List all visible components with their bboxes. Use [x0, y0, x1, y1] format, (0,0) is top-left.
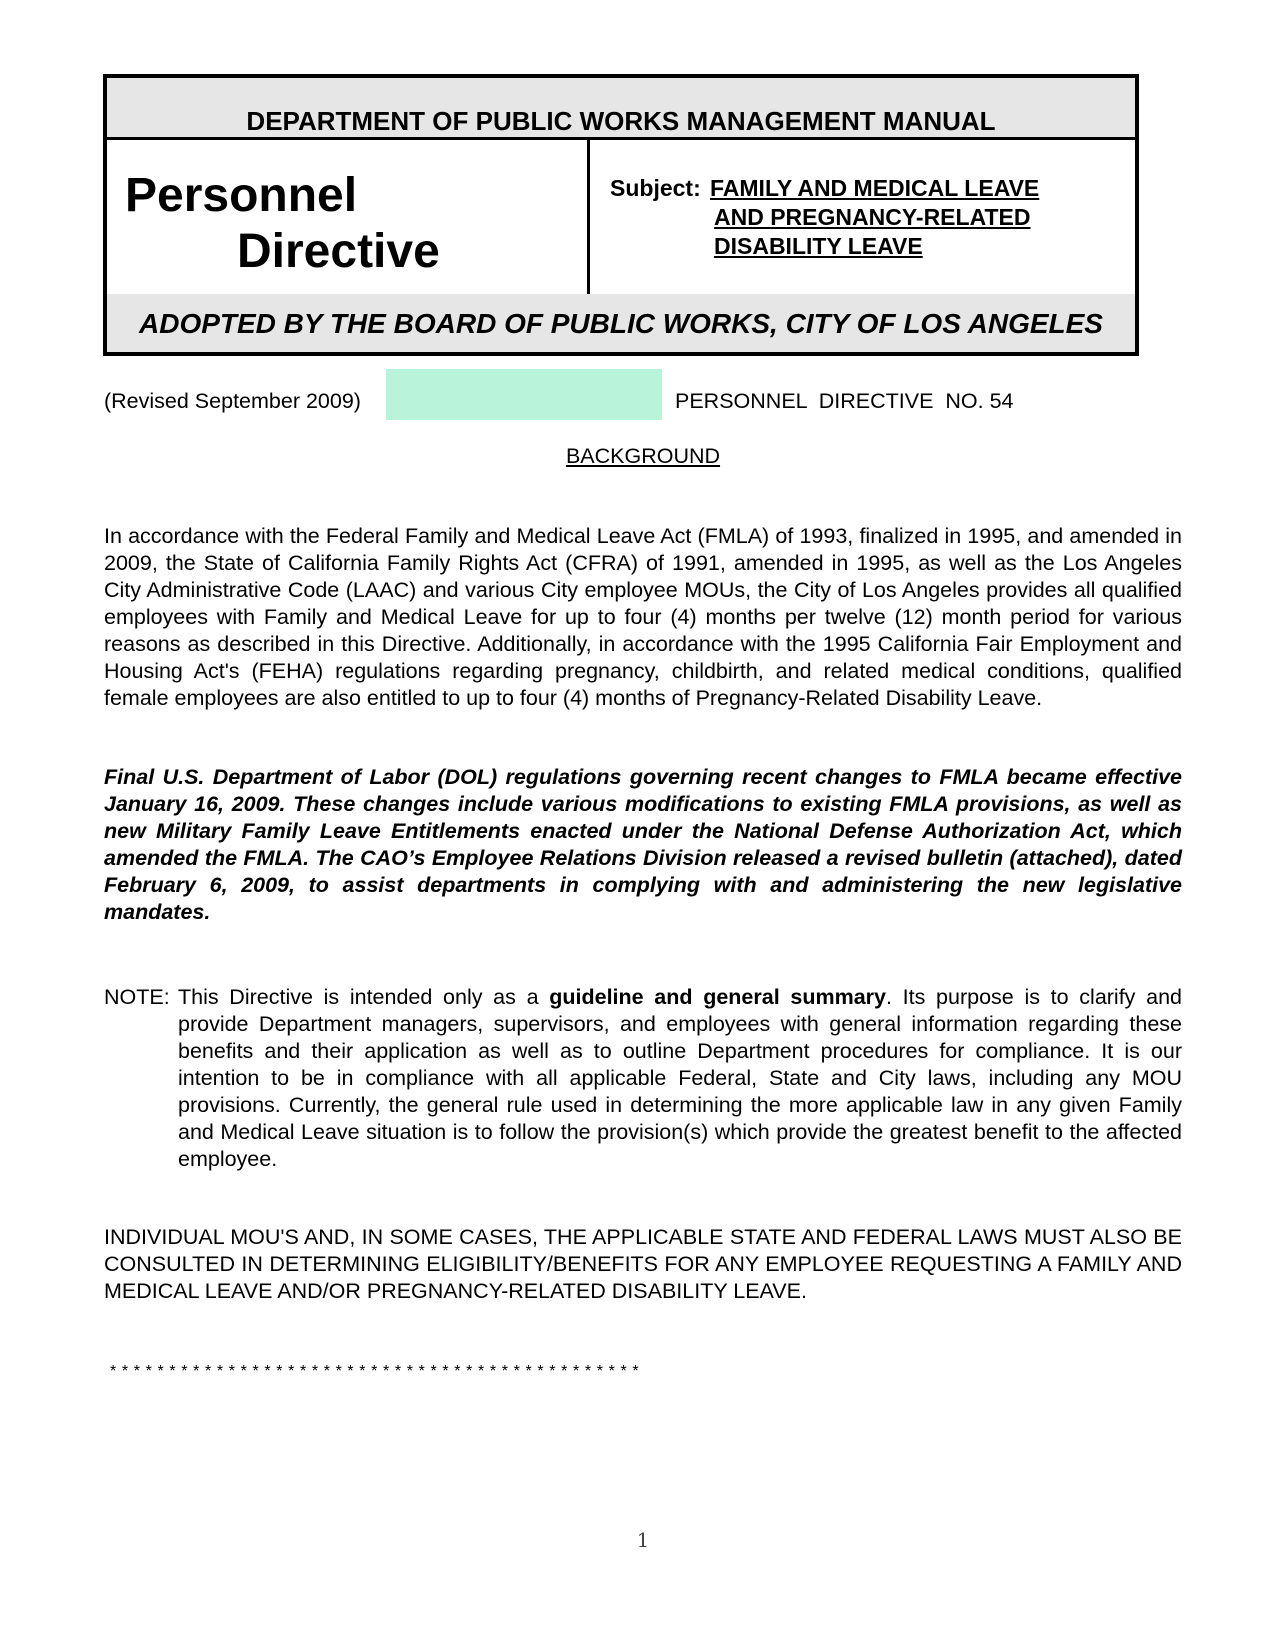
subject-label: Subject: — [610, 175, 701, 201]
caps-notice: INDIVIDUAL MOU'S AND, IN SOME CASES, THE APPLICABLE STATE AND FEDERAL LAWS MUST ALSO BE CONSULTED IN DETERMINING ELIGIBILITY/BENEFITS FOR ANY EMPLOYEE REQUESTING A FAMILY AND MEDICAL LEAVE AND/OR PREGNANCY-RELATED DISABILITY LEAVE. — [104, 1225, 1182, 1303]
dol-paragraph: Final U.S. Department of Labor (DOL) regulations governing recent changes to FMLA became effective January 16, 2009. These changes include various modifications to existing FMLA provisions, as well as new Military Family Leave Entitlements enacted under the National Defense Authorization Act, which amended the FMLA. The CAO’s Employee Relations Division released a revised bulletin (attached), dated February 6, 2009, to assist departments in complying with and administering the new legislative mandates. — [104, 765, 1182, 924]
note-text: . Its purpose is to clarify and provide Department managers, supervisors, and employees with general information regarding these benefits and their application as well as to outline Department procedures for compliance. It is our intention to be in compliance with all applicable Federal, State and City laws, including any MOU provisions. Currently, the general rule used in determining the more applicable law in any given Family and Medical Leave situation is to follow the provision(s) which provide the greatest benefit to the affected employee. — [178, 985, 1182, 1171]
subject-line: FAMILY AND MEDICAL LEAVE — [710, 175, 1040, 201]
note-label: NOTE: — [104, 985, 170, 1009]
separator-stars: * * * * * * * * * * * * * * * * * * * * * * * * * * * * * * * * * * * * * * * * * * * * * — [110, 1363, 640, 1380]
manual-title: DEPARTMENT OF PUBLIC WORKS MANAGEMENT MANUAL — [107, 78, 1135, 140]
section-heading: BACKGROUND — [565, 444, 721, 468]
highlight-block — [386, 369, 662, 420]
directive-number: PERSONNEL DIRECTIVE NO. 54 — [675, 389, 1014, 413]
directive-header — [103, 74, 1139, 356]
revised-date: (Revised September 2009) — [104, 389, 361, 413]
adopted-by: ADOPTED BY THE BOARD OF PUBLIC WORKS, CITY OF LOS ANGELES — [107, 294, 1135, 352]
subject-line: DISABILITY LEAVE — [714, 233, 923, 259]
note-text: This Directive is intended only as a — [178, 985, 550, 1009]
doc-type-line2: Directive — [237, 225, 440, 278]
note-paragraph — [178, 984, 1182, 1173]
doc-type-line1: Personnel — [125, 169, 358, 222]
background-paragraph: In accordance with the Federal Family and Medical Leave Act (FMLA) of 1993, finalized in 1995, and amended in 2009, the State of California Family Rights Act (CFRA) of 1991, amended in 1995, as well as the Los Angeles City Administrative Code (LAAC) and various City employee MOUs, the City of Los Angeles provides all qualified employees with Family and Medical Leave for up to four (4) months per twelve (12) month period for various reasons as described in this Directive. Additionally, in accordance with the 1995 California Fair Employment and Housing Act's (FEHA) regulations regarding pregnancy, childbirth, and related medical conditions, qualified female employees are also entitled to up to four (4) months of Pregnancy-Related Disability Leave. — [104, 524, 1182, 710]
doc-type-cell — [107, 140, 590, 294]
title-row — [107, 140, 1135, 298]
subject-line: AND PREGNANCY-RELATED — [714, 204, 1031, 230]
note-emphasis: guideline and general summary — [549, 985, 886, 1009]
page-number: 1 — [636, 1528, 650, 1552]
